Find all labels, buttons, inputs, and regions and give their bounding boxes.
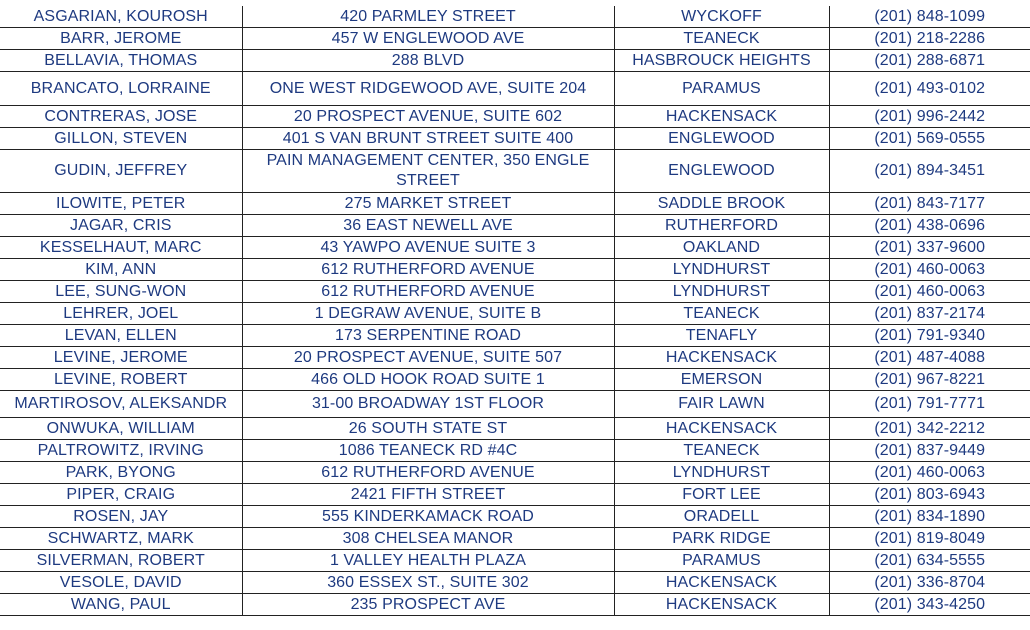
city-cell: SADDLE BROOK (614, 193, 829, 215)
phone-cell: (201) 337-9600 (829, 237, 1030, 259)
address-cell: 20 PROSPECT AVENUE, SUITE 602 (242, 106, 614, 128)
phone-cell: (201) 837-2174 (829, 303, 1030, 325)
address-cell: 173 SERPENTINE ROAD (242, 325, 614, 347)
phone-cell: (201) 834-1890 (829, 506, 1030, 528)
provider-name-cell: LEVINE, ROBERT (0, 369, 242, 391)
provider-name-cell: GILLON, STEVEN (0, 128, 242, 150)
phone-cell: (201) 819-8049 (829, 528, 1030, 550)
provider-name-cell: ILOWITE, PETER (0, 193, 242, 215)
address-cell: 26 SOUTH STATE ST (242, 418, 614, 440)
phone-cell: (201) 996-2442 (829, 106, 1030, 128)
address-cell: 1 DEGRAW AVENUE, SUITE B (242, 303, 614, 325)
phone-cell: (201) 460-0063 (829, 281, 1030, 303)
city-cell: TEANECK (614, 440, 829, 462)
city-cell: FAIR LAWN (614, 391, 829, 418)
table-row (0, 193, 1030, 215)
provider-table-body (0, 6, 1030, 616)
phone-cell: (201) 460-0063 (829, 259, 1030, 281)
address-cell: 288 BLVD (242, 50, 614, 72)
table-row (0, 440, 1030, 462)
phone-cell: (201) 791-7771 (829, 391, 1030, 418)
provider-name-cell: PALTROWITZ, IRVING (0, 440, 242, 462)
provider-name-cell: BRANCATO, LORRAINE (0, 72, 242, 106)
city-cell: PARAMUS (614, 550, 829, 572)
city-cell: TENAFLY (614, 325, 829, 347)
table-row (0, 528, 1030, 550)
table-row (0, 259, 1030, 281)
table-row (0, 215, 1030, 237)
city-cell: EMERSON (614, 369, 829, 391)
city-cell: FORT LEE (614, 484, 829, 506)
phone-cell: (201) 967-8221 (829, 369, 1030, 391)
phone-cell: (201) 843-7177 (829, 193, 1030, 215)
city-cell: ENGLEWOOD (614, 128, 829, 150)
table-row (0, 281, 1030, 303)
phone-cell: (201) 569-0555 (829, 128, 1030, 150)
provider-name-cell: ONWUKA, WILLIAM (0, 418, 242, 440)
table-row (0, 462, 1030, 484)
phone-cell: (201) 288-6871 (829, 50, 1030, 72)
address-cell: 31-00 BROADWAY 1ST FLOOR (242, 391, 614, 418)
table-row (0, 418, 1030, 440)
phone-cell: (201) 894-3451 (829, 150, 1030, 193)
provider-name-cell: BELLAVIA, THOMAS (0, 50, 242, 72)
provider-name-cell: CONTRERAS, JOSE (0, 106, 242, 128)
phone-cell: (201) 438-0696 (829, 215, 1030, 237)
address-cell: 20 PROSPECT AVENUE, SUITE 507 (242, 347, 614, 369)
city-cell: HACKENSACK (614, 572, 829, 594)
address-cell: 36 EAST NEWELL AVE (242, 215, 614, 237)
provider-name-cell: GUDIN, JEFFREY (0, 150, 242, 193)
provider-name-cell: PARK, BYONG (0, 462, 242, 484)
provider-name-cell: WANG, PAUL (0, 594, 242, 616)
address-cell: 466 OLD HOOK ROAD SUITE 1 (242, 369, 614, 391)
table-row (0, 6, 1030, 28)
provider-name-cell: ASGARIAN, KOUROSH (0, 6, 242, 28)
address-cell: 612 RUTHERFORD AVENUE (242, 462, 614, 484)
city-cell: ENGLEWOOD (614, 150, 829, 193)
provider-name-cell: ROSEN, JAY (0, 506, 242, 528)
phone-cell: (201) 342-2212 (829, 418, 1030, 440)
city-cell: HACKENSACK (614, 347, 829, 369)
phone-cell: (201) 791-9340 (829, 325, 1030, 347)
provider-name-cell: KESSELHAUT, MARC (0, 237, 242, 259)
address-cell: 2421 FIFTH STREET (242, 484, 614, 506)
provider-name-cell: LEE, SUNG-WON (0, 281, 242, 303)
address-cell: 235 PROSPECT AVE (242, 594, 614, 616)
phone-cell: (201) 493-0102 (829, 72, 1030, 106)
city-cell: HACKENSACK (614, 418, 829, 440)
address-cell: 43 YAWPO AVENUE SUITE 3 (242, 237, 614, 259)
address-cell: 360 ESSEX ST., SUITE 302 (242, 572, 614, 594)
provider-name-cell: SILVERMAN, ROBERT (0, 550, 242, 572)
address-cell: PAIN MANAGEMENT CENTER, 350 ENGLE STREET (242, 150, 614, 193)
table-row (0, 506, 1030, 528)
city-cell: ORADELL (614, 506, 829, 528)
address-cell: 401 S VAN BRUNT STREET SUITE 400 (242, 128, 614, 150)
provider-name-cell: SCHWARTZ, MARK (0, 528, 242, 550)
address-cell: ONE WEST RIDGEWOOD AVE, SUITE 204 (242, 72, 614, 106)
address-cell: 612 RUTHERFORD AVENUE (242, 281, 614, 303)
table-row (0, 106, 1030, 128)
phone-cell: (201) 487-4088 (829, 347, 1030, 369)
table-row (0, 484, 1030, 506)
city-cell: PARK RIDGE (614, 528, 829, 550)
address-cell: 308 CHELSEA MANOR (242, 528, 614, 550)
provider-name-cell: BARR, JEROME (0, 28, 242, 50)
phone-cell: (201) 803-6943 (829, 484, 1030, 506)
address-cell: 1086 TEANECK RD #4C (242, 440, 614, 462)
table-row (0, 369, 1030, 391)
table-row (0, 303, 1030, 325)
city-cell: HACKENSACK (614, 594, 829, 616)
provider-name-cell: LEHRER, JOEL (0, 303, 242, 325)
table-row (0, 572, 1030, 594)
phone-cell: (201) 848-1099 (829, 6, 1030, 28)
city-cell: WYCKOFF (614, 6, 829, 28)
table-row (0, 550, 1030, 572)
phone-cell: (201) 837-9449 (829, 440, 1030, 462)
table-row (0, 50, 1030, 72)
address-cell: 555 KINDERKAMACK ROAD (242, 506, 614, 528)
city-cell: LYNDHURST (614, 259, 829, 281)
address-cell: 275 MARKET STREET (242, 193, 614, 215)
provider-name-cell: JAGAR, CRIS (0, 215, 242, 237)
table-row (0, 347, 1030, 369)
city-cell: OAKLAND (614, 237, 829, 259)
provider-name-cell: MARTIROSOV, ALEKSANDR (0, 391, 242, 418)
table-row (0, 391, 1030, 418)
phone-cell: (201) 634-5555 (829, 550, 1030, 572)
provider-name-cell: VESOLE, DAVID (0, 572, 242, 594)
phone-cell: (201) 218-2286 (829, 28, 1030, 50)
table-row (0, 28, 1030, 50)
table-row (0, 325, 1030, 347)
address-cell: 457 W ENGLEWOOD AVE (242, 28, 614, 50)
address-cell: 420 PARMLEY STREET (242, 6, 614, 28)
table-row (0, 128, 1030, 150)
provider-name-cell: KIM, ANN (0, 259, 242, 281)
city-cell: PARAMUS (614, 72, 829, 106)
city-cell: HASBROUCK HEIGHTS (614, 50, 829, 72)
provider-name-cell: PIPER, CRAIG (0, 484, 242, 506)
phone-cell: (201) 336-8704 (829, 572, 1030, 594)
table-row (0, 72, 1030, 106)
table-row (0, 150, 1030, 193)
provider-table (0, 6, 1030, 616)
phone-cell: (201) 460-0063 (829, 462, 1030, 484)
table-row (0, 594, 1030, 616)
provider-name-cell: LEVINE, JEROME (0, 347, 242, 369)
table-row (0, 237, 1030, 259)
phone-cell: (201) 343-4250 (829, 594, 1030, 616)
address-cell: 1 VALLEY HEALTH PLAZA (242, 550, 614, 572)
city-cell: HACKENSACK (614, 106, 829, 128)
city-cell: LYNDHURST (614, 462, 829, 484)
city-cell: LYNDHURST (614, 281, 829, 303)
city-cell: TEANECK (614, 303, 829, 325)
city-cell: RUTHERFORD (614, 215, 829, 237)
address-cell: 612 RUTHERFORD AVENUE (242, 259, 614, 281)
city-cell: TEANECK (614, 28, 829, 50)
provider-name-cell: LEVAN, ELLEN (0, 325, 242, 347)
